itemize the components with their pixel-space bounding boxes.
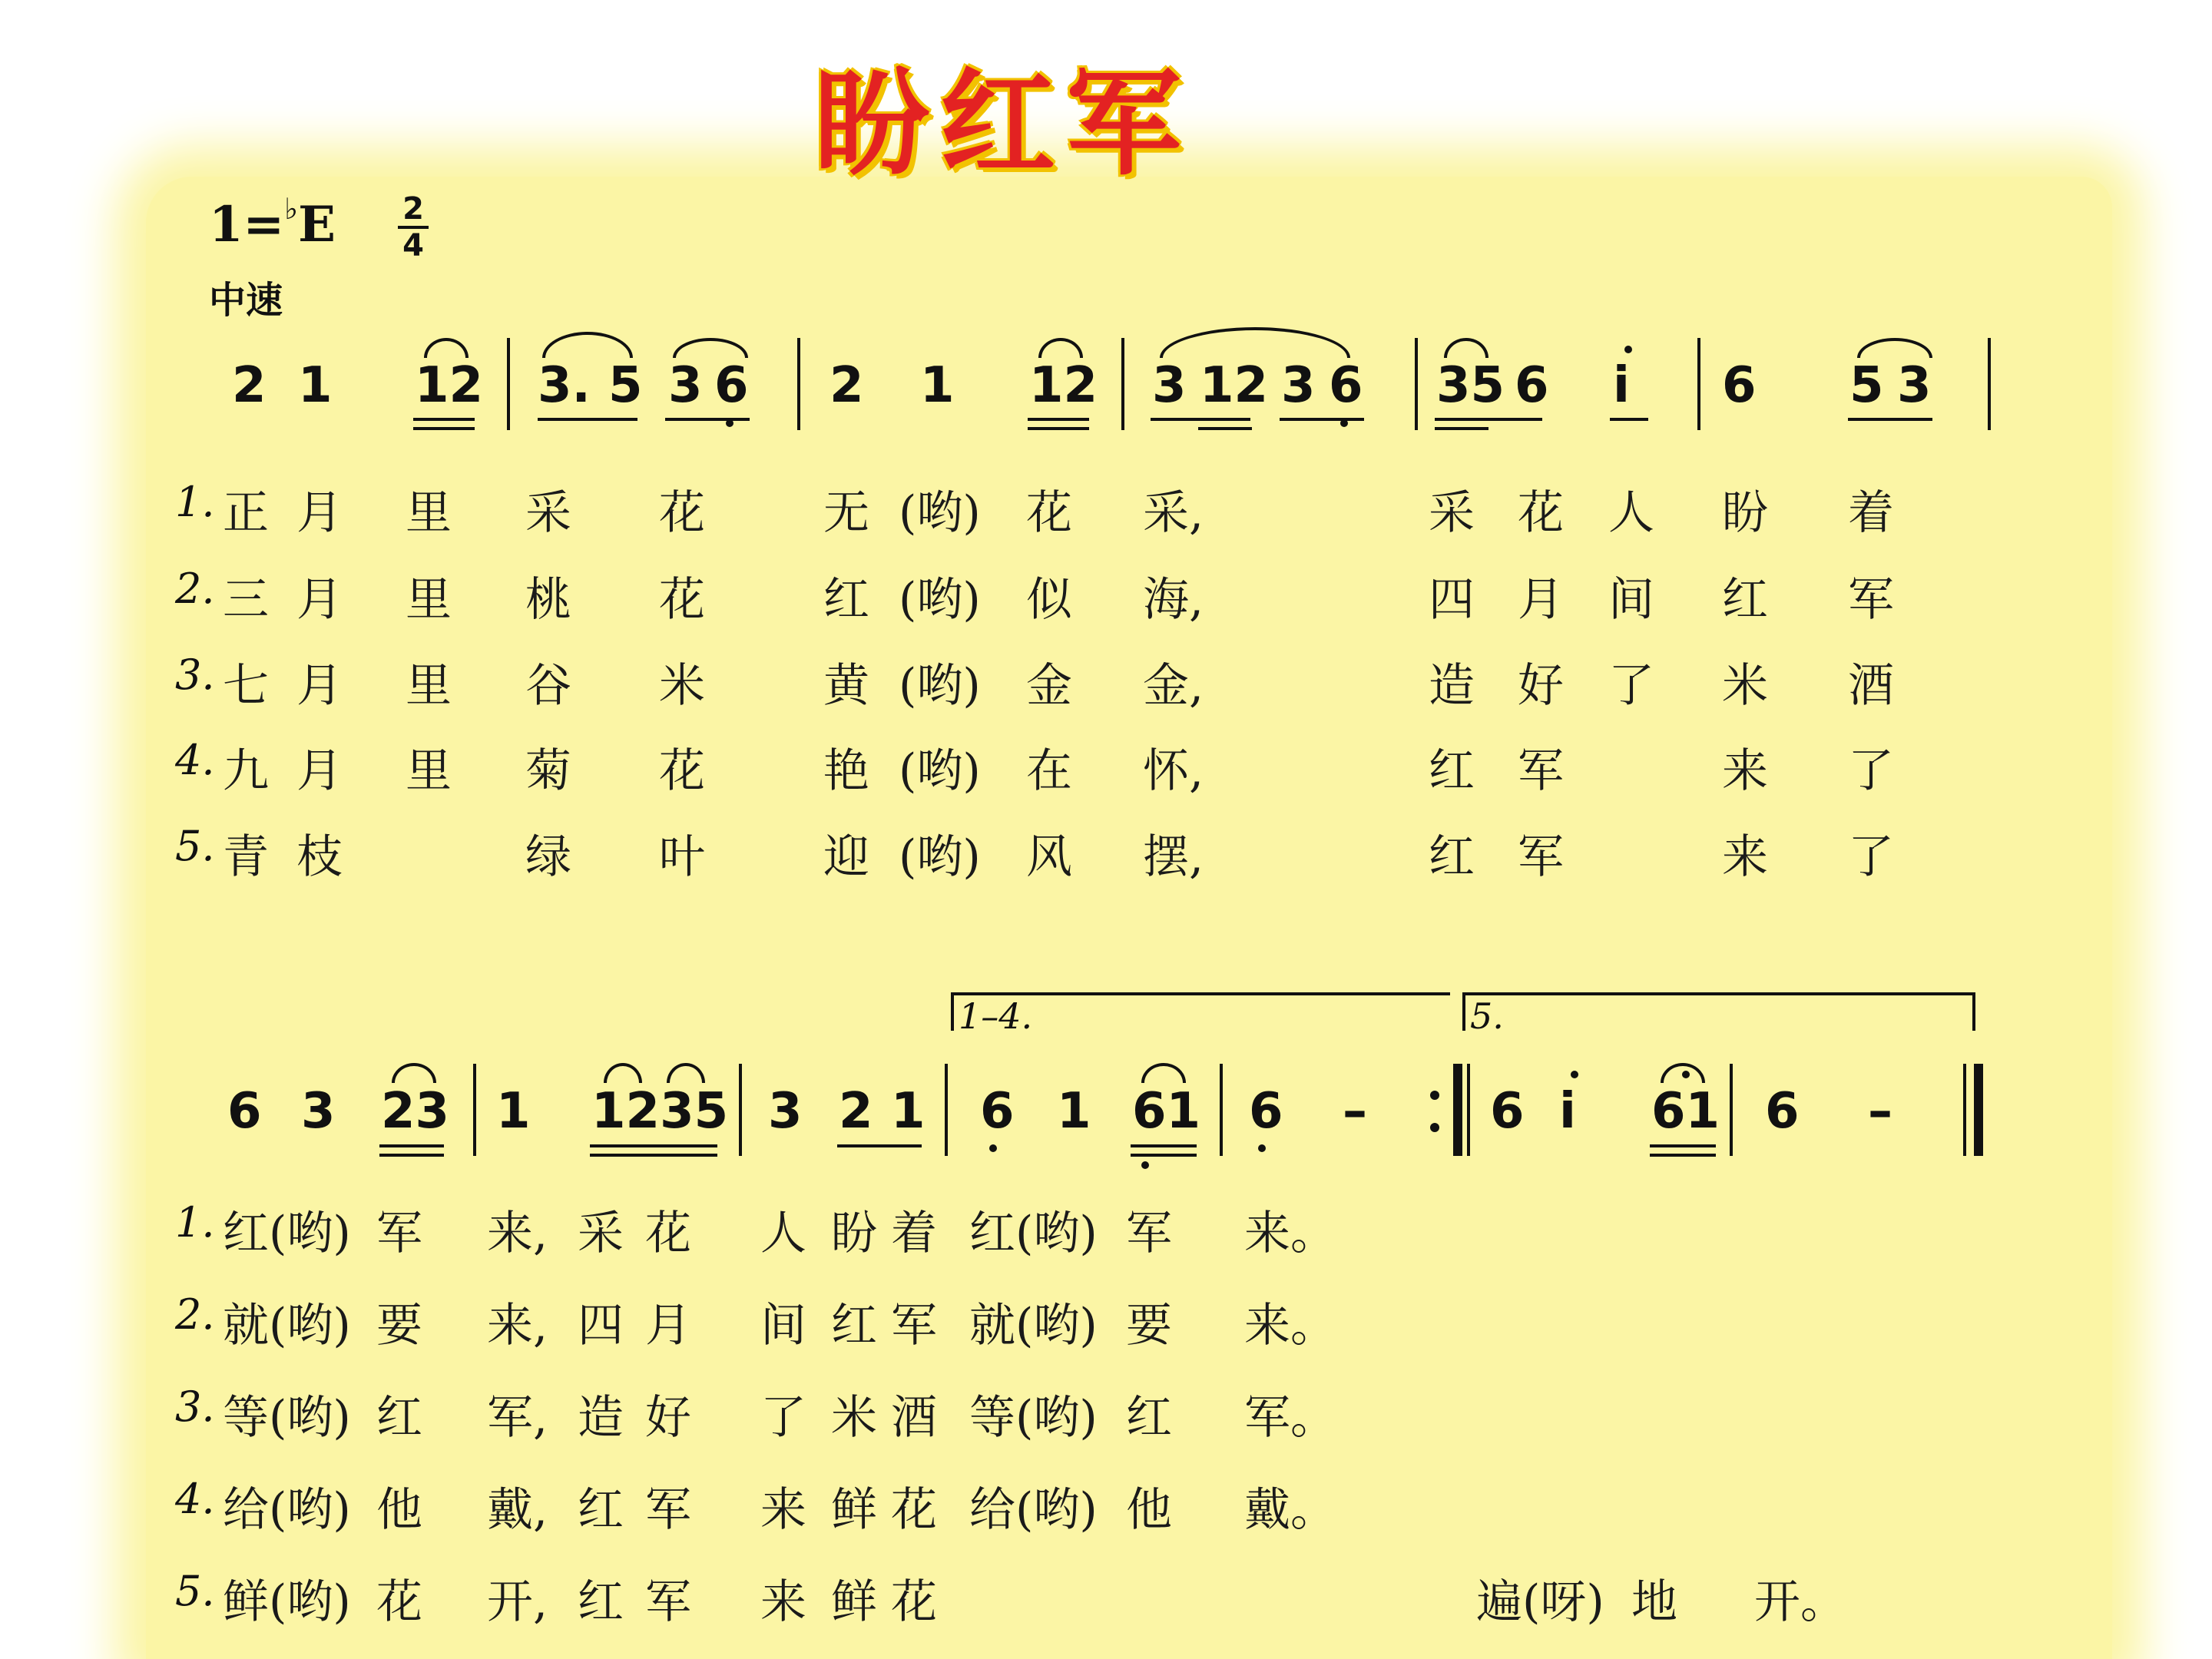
lyric-syllable: 开。 xyxy=(1754,1575,1846,1629)
lyric-syllable: 月 xyxy=(296,486,343,540)
note: 3 xyxy=(1897,357,1932,414)
lyric-syllable: 戴, xyxy=(487,1483,548,1537)
rest-dash: – xyxy=(1343,1083,1367,1140)
verse-number: 4. xyxy=(175,1475,215,1523)
lyric-syllable: 等(哟) xyxy=(223,1391,351,1445)
note: 5 xyxy=(608,357,643,414)
bar-line xyxy=(473,1064,476,1156)
rhythm-underline xyxy=(1435,427,1488,430)
bar-line xyxy=(945,1064,948,1156)
rhythm-underline xyxy=(1435,418,1542,421)
lyric-syllable: 米 xyxy=(659,659,705,713)
lyric-syllable: 鲜(哟) xyxy=(223,1575,351,1629)
lyric-syllable: 里 xyxy=(406,573,452,627)
lyric-syllable: 采 xyxy=(1429,486,1475,540)
lyric-syllable: 造 xyxy=(1429,659,1475,713)
lyric-syllable: 米 xyxy=(1722,659,1768,713)
lyric-syllable: 军 xyxy=(645,1483,691,1537)
bar-line xyxy=(1121,338,1124,430)
lyric-syllable: 来, xyxy=(487,1299,548,1353)
lyric-syllable: 绿 xyxy=(525,830,571,884)
lyric-syllable: 军 xyxy=(1518,830,1564,884)
lyric-syllable: 月 xyxy=(645,1299,691,1353)
lyric-syllable: 军 xyxy=(645,1575,691,1629)
rhythm-underline xyxy=(538,418,637,421)
song-title: 盼红军 xyxy=(814,58,1193,191)
note: 3 xyxy=(668,357,703,414)
rhythm-underline xyxy=(379,1144,444,1147)
lyric-syllable: 采 xyxy=(578,1207,624,1260)
lyric-syllable: 谷 xyxy=(525,659,571,713)
note: 6 xyxy=(227,1083,262,1140)
low-octave-dot xyxy=(1141,1161,1149,1169)
note: 1 xyxy=(298,357,333,414)
rhythm-underline xyxy=(1028,418,1089,421)
rhythm-underline xyxy=(1650,1154,1716,1157)
lyric-syllable: 军 xyxy=(1848,573,1894,627)
note: 6 xyxy=(1490,1083,1525,1140)
repeat-dot xyxy=(1430,1091,1439,1100)
note: 1 xyxy=(496,1083,531,1140)
lyric-syllable: 采 xyxy=(525,486,571,540)
bar-line xyxy=(1988,338,1991,430)
lyric-syllable: 来 xyxy=(760,1483,806,1537)
lyric-syllable: 花 xyxy=(1518,486,1564,540)
lyric-syllable: 九 xyxy=(223,744,269,798)
lyric-syllable: 间 xyxy=(1608,573,1654,627)
lyric-syllable: 四 xyxy=(578,1299,624,1353)
lyric-syllable: 似 xyxy=(1026,573,1072,627)
note: 6 xyxy=(714,357,749,414)
key-signature: 1=♭E xyxy=(209,191,336,253)
bar-line xyxy=(797,338,800,430)
note: 3 xyxy=(1281,357,1316,414)
note: 35 xyxy=(1436,357,1505,414)
rhythm-underline xyxy=(590,1154,717,1157)
verse-number: 3. xyxy=(175,1382,215,1431)
lyric-syllable: 要 xyxy=(376,1299,422,1353)
rhythm-underline xyxy=(1131,1154,1197,1157)
lyric-syllable: 军 xyxy=(1126,1207,1172,1260)
bar-line xyxy=(1220,1064,1223,1156)
lyric-syllable: 他 xyxy=(376,1483,422,1537)
lyric-syllable: 四 xyxy=(1429,573,1475,627)
lyric-syllable: 花 xyxy=(891,1575,937,1629)
lyric-syllable: 红 xyxy=(831,1299,877,1353)
lyric-syllable: 无 xyxy=(823,486,869,540)
note: 6 xyxy=(980,1083,1015,1140)
lyric-syllable: 军 xyxy=(891,1299,937,1353)
rhythm-underline xyxy=(1198,427,1252,430)
rhythm-underline xyxy=(1028,427,1089,430)
lyric-syllable: 米 xyxy=(831,1391,877,1445)
lyric-syllable: 他 xyxy=(1126,1483,1172,1537)
lyric-syllable: 红(哟) xyxy=(223,1207,351,1260)
verse-number: 1. xyxy=(175,478,215,526)
lyric-syllable: 鲜 xyxy=(831,1575,877,1629)
lyric-syllable: 怀, xyxy=(1143,744,1204,798)
lyric-syllable: 来。 xyxy=(1244,1299,1336,1353)
lyric-syllable: 给(哟) xyxy=(223,1483,351,1537)
lyric-syllable: 来。 xyxy=(1244,1207,1336,1260)
repeat-end-barline xyxy=(1453,1064,1462,1156)
rhythm-underline xyxy=(1280,418,1364,421)
note: 12 xyxy=(1029,357,1098,414)
note: 1 xyxy=(891,1083,926,1140)
bar-line xyxy=(1697,338,1700,430)
lyric-syllable: 军 xyxy=(1518,744,1564,798)
note: i xyxy=(1559,1083,1576,1140)
lyric-syllable: 鲜 xyxy=(831,1483,877,1537)
lyric-syllable: 艳 xyxy=(823,744,869,798)
rhythm-underline xyxy=(1650,1144,1716,1147)
lyric-syllable: 摆, xyxy=(1143,830,1204,884)
lyric-syllable: 红 xyxy=(1126,1391,1172,1445)
lyric-syllable: 七 xyxy=(223,659,269,713)
note: 3 xyxy=(301,1083,336,1140)
lyric-syllable: 红 xyxy=(1429,744,1475,798)
rhythm-underline xyxy=(379,1154,444,1157)
lyric-syllable: 盼 xyxy=(831,1207,877,1260)
lyric-syllable: 了 xyxy=(760,1391,806,1445)
lyric-syllable: 军。 xyxy=(1244,1391,1336,1445)
lyric-syllable: 金 xyxy=(1026,659,1072,713)
rhythm-underline xyxy=(1151,418,1250,421)
lyric-syllable: 黄 xyxy=(823,659,869,713)
lyric-syllable: 花 xyxy=(659,573,705,627)
lyric-syllable: 了 xyxy=(1848,830,1894,884)
verse-number: 4. xyxy=(175,736,215,784)
lyric-syllable: 就(哟) xyxy=(223,1299,351,1353)
lyric-syllable: 在 xyxy=(1026,744,1072,798)
low-octave-dot xyxy=(989,1144,997,1152)
rhythm-underline xyxy=(1848,418,1932,421)
note: 2 xyxy=(839,1083,873,1140)
lyric-syllable: 月 xyxy=(1518,573,1564,627)
lyric-syllable: 酒 xyxy=(1848,659,1894,713)
lyric-syllable: 里 xyxy=(406,744,452,798)
lyric-syllable: 要 xyxy=(1126,1299,1172,1353)
lyric-syllable: 造 xyxy=(578,1391,624,1445)
tempo-marking: 中速 xyxy=(209,279,283,322)
lyric-syllable: (哟) xyxy=(899,744,981,798)
rhythm-underline xyxy=(590,1144,717,1147)
lyric-syllable: 好 xyxy=(645,1391,691,1445)
rest-dash: – xyxy=(1868,1083,1892,1140)
note: 6 xyxy=(1515,357,1549,414)
lyric-syllable: 人 xyxy=(1608,486,1654,540)
note: 12 xyxy=(1200,357,1269,414)
lyric-syllable: 红 xyxy=(823,573,869,627)
bar-line xyxy=(739,1064,742,1156)
lyric-syllable: 酒 xyxy=(891,1391,937,1445)
note: 61 xyxy=(1651,1083,1720,1140)
lyric-syllable: 迎 xyxy=(823,830,869,884)
note: 23 xyxy=(381,1083,450,1140)
lyric-syllable: 桃 xyxy=(525,573,571,627)
low-octave-dot xyxy=(726,419,733,427)
lyric-syllable: 正 xyxy=(223,486,269,540)
bar-line xyxy=(507,338,510,430)
lyric-syllable: 红 xyxy=(376,1391,422,1445)
note: 5 xyxy=(1849,357,1884,414)
lyric-syllable: 来 xyxy=(1722,744,1768,798)
note: 61 xyxy=(1132,1083,1201,1140)
rhythm-underline xyxy=(1131,1144,1197,1147)
lyric-syllable: 风 xyxy=(1026,830,1072,884)
note: 3 xyxy=(768,1083,803,1140)
lyric-syllable: 了 xyxy=(1848,744,1894,798)
note: 1 xyxy=(1057,1083,1091,1140)
lyric-syllable: (哟) xyxy=(899,486,981,540)
lyric-syllable: 盼 xyxy=(1722,486,1768,540)
lyric-syllable: 间 xyxy=(760,1299,806,1353)
lyric-syllable: 着 xyxy=(891,1207,937,1260)
rhythm-underline xyxy=(1610,418,1648,421)
low-octave-dot xyxy=(1340,419,1348,427)
lyric-syllable: (哟) xyxy=(899,659,981,713)
lyric-syllable: (哟) xyxy=(899,573,981,627)
lyric-syllable: 花 xyxy=(659,486,705,540)
lyric-syllable: 月 xyxy=(296,744,343,798)
lyric-syllable: 花 xyxy=(891,1483,937,1537)
lyric-syllable: 花 xyxy=(659,744,705,798)
note: 1 xyxy=(920,357,955,414)
high-octave-dot xyxy=(1624,346,1632,353)
lyric-syllable: 来, xyxy=(487,1207,548,1260)
first-ending-label: 1–4. xyxy=(959,995,1033,1037)
lyric-syllable: 海, xyxy=(1143,573,1204,627)
verse-number: 2. xyxy=(175,1290,215,1339)
lyric-syllable: 采, xyxy=(1143,486,1204,540)
lyric-syllable: 红(哟) xyxy=(969,1207,1098,1260)
rhythm-underline xyxy=(413,418,475,421)
note: 6 xyxy=(1329,357,1363,414)
verse-number: 5. xyxy=(175,822,215,870)
note: 6 xyxy=(1765,1083,1800,1140)
lyric-syllable: 地 xyxy=(1631,1575,1677,1629)
lyric-syllable: 军 xyxy=(376,1207,422,1260)
lyric-syllable: 红 xyxy=(1722,573,1768,627)
note: 3. xyxy=(538,357,591,414)
low-octave-dot xyxy=(1258,1144,1266,1152)
rhythm-underline xyxy=(665,418,750,421)
lyric-syllable: 三 xyxy=(223,573,269,627)
verse-number: 1. xyxy=(175,1198,215,1247)
lyric-syllable: 来 xyxy=(1722,830,1768,884)
lyric-syllable: 军, xyxy=(487,1391,548,1445)
verse-number: 2. xyxy=(175,565,215,613)
bar-line xyxy=(1415,338,1418,430)
lyric-syllable: 等(哟) xyxy=(969,1391,1098,1445)
lyric-syllable: 来 xyxy=(760,1575,806,1629)
second-ending-bracket xyxy=(1462,992,1975,1031)
lyric-syllable: 青 xyxy=(223,830,269,884)
note: i xyxy=(1613,357,1630,414)
lyric-syllable: 月 xyxy=(296,573,343,627)
lyric-syllable: 遍(呀) xyxy=(1476,1575,1604,1629)
lyric-syllable: 了 xyxy=(1608,659,1654,713)
lyric-syllable: 里 xyxy=(406,659,452,713)
lyric-syllable: 给(哟) xyxy=(969,1483,1098,1537)
rhythm-underline xyxy=(837,1144,922,1147)
lyric-syllable: 红 xyxy=(578,1483,624,1537)
lyric-syllable: 红 xyxy=(578,1575,624,1629)
lyric-syllable: (哟) xyxy=(899,830,981,884)
note: 1235 xyxy=(591,1083,729,1140)
bar-line xyxy=(1730,1064,1733,1156)
lyric-syllable: 好 xyxy=(1518,659,1564,713)
lyric-syllable: 枝 xyxy=(296,830,343,884)
lyric-syllable: 叶 xyxy=(659,830,705,884)
lyric-syllable: 着 xyxy=(1848,486,1894,540)
lyric-syllable: 月 xyxy=(296,659,343,713)
note: 3 xyxy=(1152,357,1187,414)
repeat-dot xyxy=(1430,1123,1439,1132)
lyric-syllable: 菊 xyxy=(525,744,571,798)
lyric-syllable: 花 xyxy=(645,1207,691,1260)
note: 6 xyxy=(1722,357,1757,414)
final-barline-thin xyxy=(1963,1064,1966,1156)
lyric-syllable: 里 xyxy=(406,486,452,540)
high-octave-dot xyxy=(1571,1071,1578,1078)
rhythm-underline xyxy=(413,427,475,430)
verse-number: 5. xyxy=(175,1567,215,1615)
repeat-end-barline-thin xyxy=(1467,1064,1470,1156)
time-signature: 2 4 xyxy=(398,194,429,261)
second-ending-label: 5. xyxy=(1470,995,1504,1037)
note: 2 xyxy=(830,357,864,414)
note: 2 xyxy=(232,357,267,414)
note: 6 xyxy=(1249,1083,1283,1140)
lyric-syllable: 金, xyxy=(1143,659,1204,713)
lyric-syllable: 花 xyxy=(376,1575,422,1629)
lyric-syllable: 戴。 xyxy=(1244,1483,1336,1537)
lyric-syllable: 花 xyxy=(1026,486,1072,540)
verse-number: 3. xyxy=(175,651,215,699)
lyric-syllable: 人 xyxy=(760,1207,806,1260)
final-barline-thick xyxy=(1974,1064,1983,1156)
lyric-syllable: 红 xyxy=(1429,830,1475,884)
lyric-syllable: 开, xyxy=(487,1575,548,1629)
lyric-syllable: 就(哟) xyxy=(969,1299,1098,1353)
note: 12 xyxy=(415,357,484,414)
